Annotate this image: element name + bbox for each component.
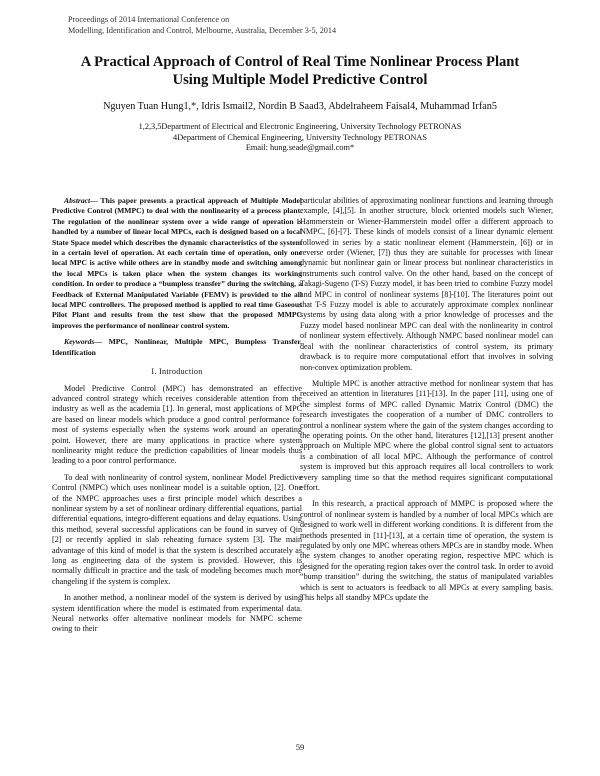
right-paragraph: In this research, a practical approach of MMPC is proposed where the control of nonlinear system is handled by a number of local MPCs which are designed to work well in different working conditions. It is different from the methods presented in [11]-[13], at a certain time of operation, the system is regulated by only one MPC whereas others MPCs are in standby mode. When the system changes to another operating region, respective MPC which is designed for the operating region takes over the control task. In order to avoid “bump transition” during the switching, the status of manipulated variables which is sent to actuators is feedback to all MPCs at every sampling basis. This helps all standby MPCs update the (300, 499, 553, 603)
email-line: Email: hung.seade@gmail.com* (245, 143, 355, 152)
left-paragraph: To deal with nonlinearity of control system, nonlinear Model Predictive Control (NMPC) which uses nonlinear model is a suitable option, [2]. One of the NMPC approaches uses a first principle model which describes a nonlinear system by a set of nonlinear ordinary differential equations, partial differential equations, integro-different equations and delay equations. Using this method, several successful applications can be found in survey of Qin [2] or recently applied in slab reheating furnace system [3]. The main advantage of this kind of model is that the system is described accurately as long as engineering data of the system is provided. However, this is normally difficult in practice and the task of modeling becomes much more changeling if the system is complex. (52, 472, 302, 586)
affiliation-line-1: 1,2,3,5Department of Electrical and Electronic Engineering, University Technology PETRONAS (138, 122, 462, 131)
right-paragraph: particular abilities of approximating nonlinear functions and learning through example, [4],[5]. In another structure, block oriented models such Wiener, Hammerstein or Wiener-Hammerstein model offer a different approach to NMPC, [6]-[7]. These kinds of models consist of a linear dynamic element followed in series by a static nonlinear element (Hammerstein, [6]) or in reverse order (Wiener, [7]) thus they are suitable for processes with linear dynamic but nonlinear gain or linear process but nonlinear characteristics in instruments such control valve. On the other hand, based on the concept of Takagi-Sugeno (T-S) Fuzzy model, it has been tried to combine Fuzzy model and MPC in control of nonlinear systems [8]-[10]. The literatures point out that T-S Fuzzy model is able to accurately approximate complex nonlinear systems by using data along with a prior knowledge of processes and the Fuzzy model based nonlinear MPC can deal with the nonlinearity in control of nonlinear system effectively. Although NMPC based nonlinear model can deal with the nonlinear characteristics of control system, its primary drawback is to require more computational effort that involves in solving non-convex optimization problem. (300, 196, 553, 372)
left-column (52, 196, 302, 641)
keywords-label: Keywords— (64, 337, 102, 347)
abstract (52, 196, 302, 331)
left-paragraph: Model Predictive Control (MPC) has demonstrated an effective advanced control strategy which receives considerable attention from the industry as well as the academia [1]. In general, most applications of MPC are based on linear models which produce a good control performance for most of systems especially when the systems work around an operating point. However, there are many applications in practice where system nonlinearity might reduce the prediction capabilities of linear models thus leading to a poor control performance. (52, 383, 302, 466)
abstract-label: Abstract— (64, 196, 98, 205)
paper-title (40, 53, 560, 89)
right-paragraph: Multiple MPC is another attractive method for nonlinear system that has received an attention in literatures [11]-[13]. In the paper [11], using one of the simplest forms of MPC called Dynamic Matrix Control (DMC) the research investigates the cooperation of a number of DMC controllers to control a nonlinear system where the gain of the system changes according to the operating points. On the other hand, literatures [12],[13] present another approach on Multiple MPC where the global control signal sent to actuators is a combination of all local MPC. Although the performance of control system is improved but this approach requires all local controllers to work every sampling time so that the method requires significant computational effort. (300, 378, 553, 492)
conference-header (68, 14, 336, 36)
left-paragraph: In another method, a nonlinear model of the system is derived by using system identification where the model is estimated from experimental data. Neural networks offer alternative nonlinear models for NMPC scheme owing to their (52, 593, 302, 634)
right-column (300, 196, 553, 609)
page-number: 59 (295, 742, 305, 752)
title-line-1: A Practical Approach of Control of Real Time Nonlinear Process Plant (80, 54, 520, 70)
abstract-text: This paper presents a practical approach of Multiple Model Predictive Control (MMPC) to deal with the nonlinearity of a process plant. The regulation of the nonlinear system over a wide range of operation is handled by a number of linear local MPCs, each is designed based on a local State Space model which describes the dynamic characteristics of the system in a certain level of operation. At each certain time of operation, only one local MPC is active while others are in standby mode and switching among the local MPCs is taken place when the system changes its working condition. In order to produce a “bumpless transfer” during the switching, a Feedback of External Manipulated Variable (FEMV) is provided to the all local MPC controllers. The proposed method is applied to real time Gaseous Pilot Plant and results from the test show that the proposed MMPC improves the performance of nonlinear control system. (52, 196, 302, 330)
keywords (52, 337, 302, 358)
section-heading-introduction: I. Introduction (151, 367, 203, 377)
title-line-2: Using Multiple Model Predictive Control (172, 72, 428, 88)
author-list: Nguyen Tuan Hung1,*, Idris Ismail2, Nordin B Saad3, Abdelraheem Faisal4, Muhammad Irfan5 (103, 101, 497, 112)
affiliations (30, 122, 570, 154)
conference-line-1: Proceedings of 2014 International Conference on (68, 15, 230, 24)
keywords-text: MPC, Nonlinear, Multiple MPC, Bumpless Transfer, Identification (52, 337, 302, 357)
affiliation-line-2: 4Department of Chemical Engineering, University Technology PETRONAS (173, 132, 427, 142)
conference-line-2: Modelling, Identification and Control, Melbourne, Australia, December 3-5, 2014 (68, 26, 337, 35)
